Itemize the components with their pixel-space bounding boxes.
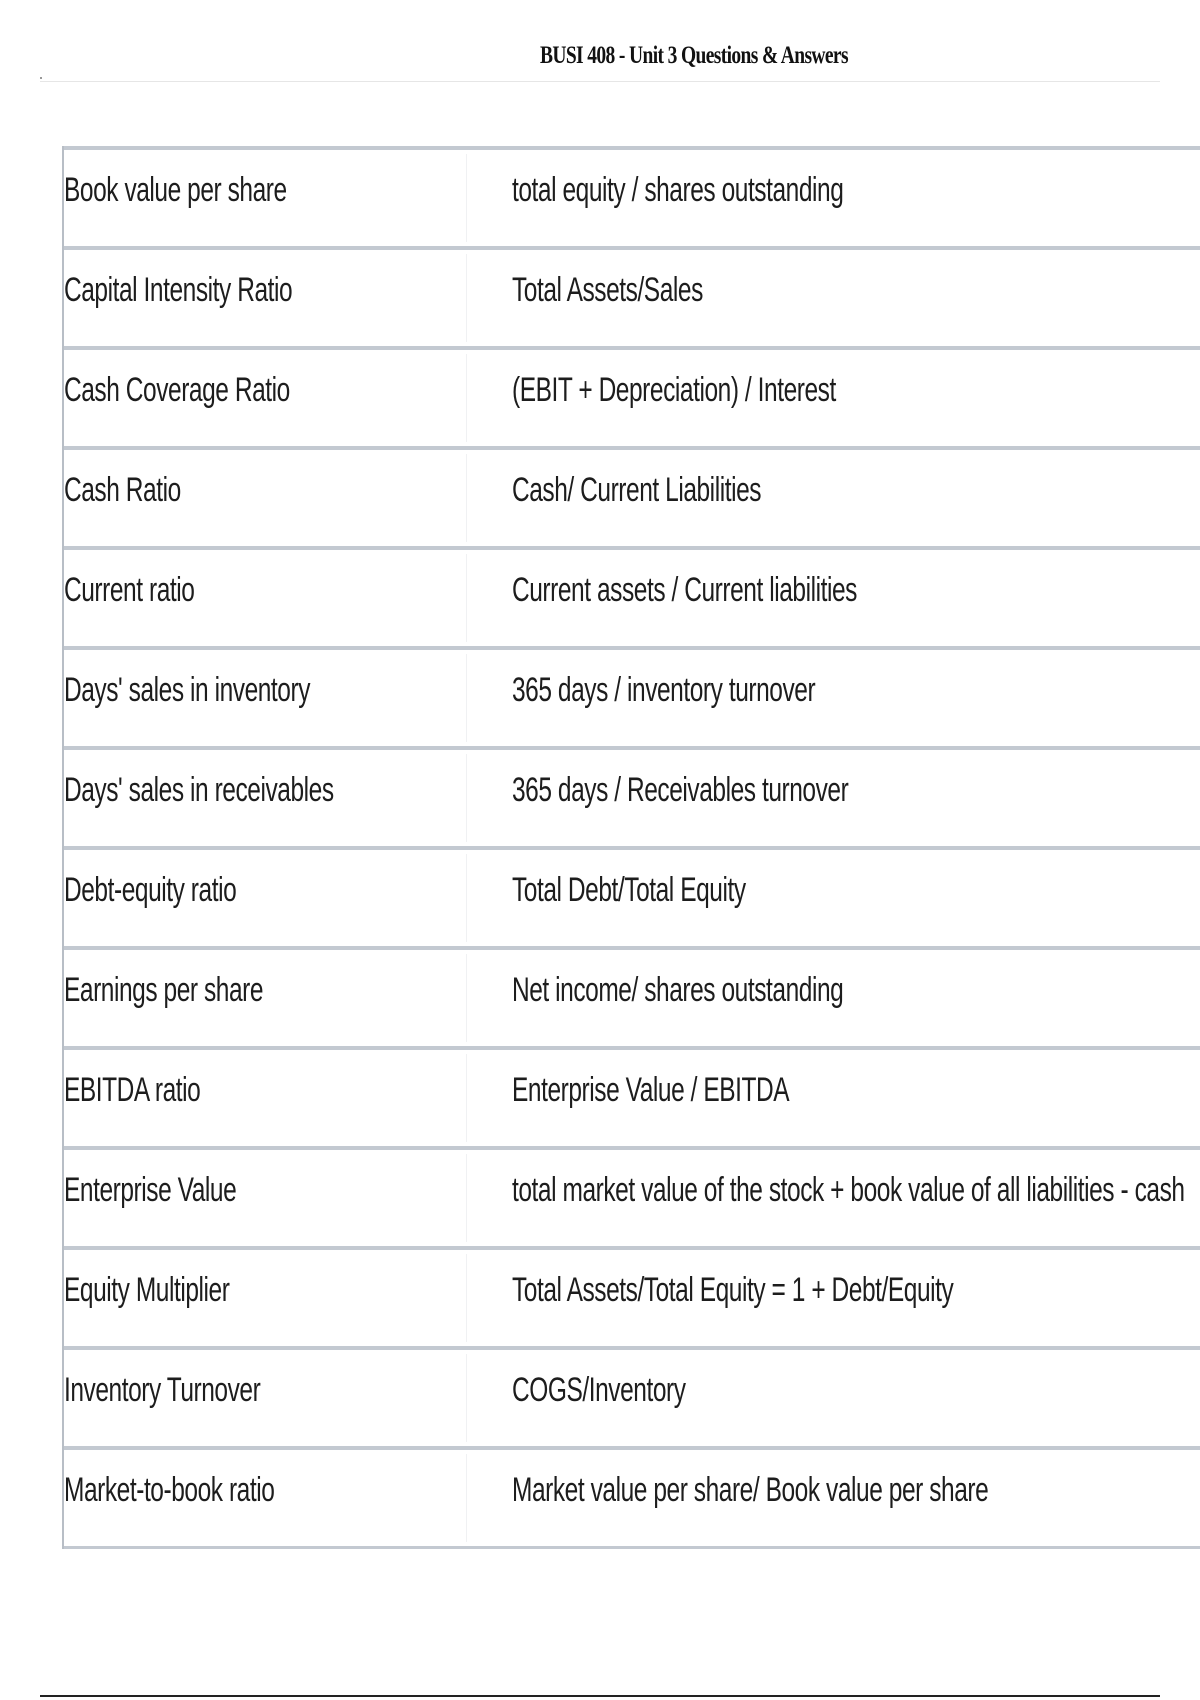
column-divider [466,454,467,542]
table-row [64,546,1200,646]
column-divider [466,854,467,942]
term-cell: Earnings per share [64,970,264,1009]
table-row [64,446,1200,546]
table-row [64,1146,1200,1246]
definition-cell: Market value per share/ Book value per share [512,1470,989,1509]
table-row [64,146,1200,246]
term-cell: Equity Multiplier [64,1270,230,1309]
footer-divider [40,1695,1160,1697]
definition-cell: Net income/ shares outstanding [512,970,844,1009]
page-title: BUSI 408 - Unit 3 Questions & Answers [540,42,848,69]
table-row [64,1046,1200,1146]
header-mark [40,77,42,79]
definition-cell: (EBIT + Depreciation) / Interest [512,370,836,409]
column-divider [466,1454,467,1542]
term-cell: Cash Ratio [64,470,181,509]
definition-cell: Current assets / Current liabilities [512,570,857,609]
definition-cell: total market value of the stock + book value of all liabilities - cash [512,1170,1185,1209]
column-divider [466,354,467,442]
term-cell: Days' sales in receivables [64,770,334,809]
term-cell: Book value per share [64,170,287,209]
table-row [64,1246,1200,1346]
table-row [64,1446,1200,1549]
column-divider [466,1154,467,1242]
definition-cell: Enterprise Value / EBITDA [512,1070,790,1109]
definition-cell: 365 days / inventory turnover [512,670,816,709]
term-cell: Days' sales in inventory [64,670,311,709]
definition-cell: Total Assets/Total Equity = 1 + Debt/Equity [512,1270,954,1309]
column-divider [466,1354,467,1442]
column-divider [466,1254,467,1342]
table-row [64,646,1200,746]
term-cell: Cash Coverage Ratio [64,370,290,409]
column-divider [466,1054,467,1142]
definition-cell: COGS/Inventory [512,1370,686,1409]
column-divider [466,154,467,242]
table-row [64,246,1200,346]
column-divider [466,754,467,842]
definition-cell: 365 days / Receivables turnover [512,770,849,809]
column-divider [466,254,467,342]
term-cell: Inventory Turnover [64,1370,261,1409]
term-cell: Debt-equity ratio [64,870,237,909]
definition-cell: Total Debt/Total Equity [512,870,746,909]
term-cell: Capital Intensity Ratio [64,270,293,309]
definition-cell: Total Assets/Sales [512,270,703,309]
column-divider [466,954,467,1042]
column-divider [466,554,467,642]
term-cell: Current ratio [64,570,195,609]
flashcard-table [62,146,1200,1549]
definition-cell: total equity / shares outstanding [512,170,844,209]
term-cell: EBITDA ratio [64,1070,201,1109]
header-divider [40,81,1160,82]
term-cell: Enterprise Value [64,1170,237,1209]
table-row [64,1346,1200,1446]
column-divider [466,654,467,742]
definition-cell: Cash/ Current Liabilities [512,470,762,509]
term-cell: Market-to-book ratio [64,1470,275,1509]
table-row [64,946,1200,1046]
page-header [0,30,1200,82]
table-row [64,846,1200,946]
table-row [64,346,1200,446]
table-row [64,746,1200,846]
